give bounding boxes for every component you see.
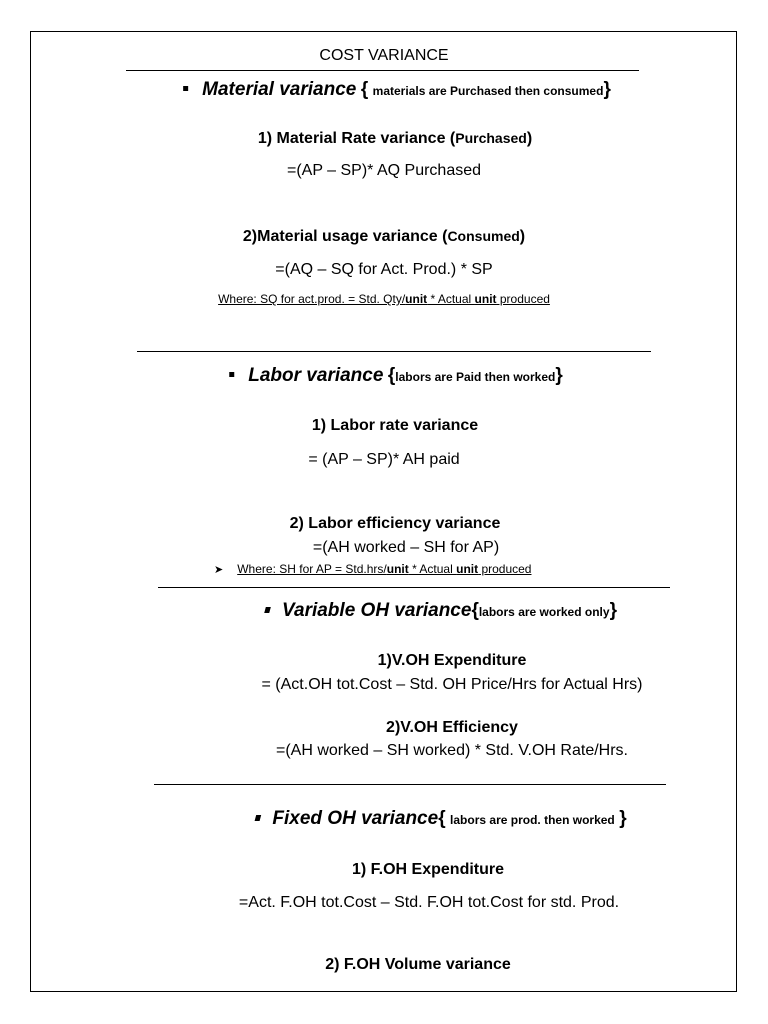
- title-divider: [126, 70, 639, 71]
- arrow-bullet-icon: ➤: [214, 564, 224, 576]
- section-divider-2: [158, 587, 670, 588]
- material-heading: Material variance: [202, 79, 357, 100]
- doc-title: COST VARIANCE: [319, 47, 449, 64]
- section-divider-3: [154, 784, 666, 785]
- voh-expenditure-title: 1)V.OH Expenditure: [377, 652, 527, 669]
- bullet-icon: [264, 607, 271, 613]
- labor-where-note: Where: SH for AP = Std.hrs/unit * Actual unit produced: [237, 562, 532, 576]
- voh-efficiency-title: 2)V.OH Efficiency: [386, 719, 518, 736]
- bullet-icon: [229, 372, 234, 377]
- material-heading-row: Material variance { materials are Purchased then consumed}: [183, 79, 611, 101]
- voh-heading: Variable OH variance: [282, 600, 472, 621]
- foh-volume-title: 2) F.OH Volume variance: [325, 956, 511, 973]
- foh-heading: Fixed OH variance: [272, 808, 439, 829]
- labor-efficiency-title: 2) Labor efficiency variance: [289, 515, 501, 532]
- bullet-icon: [183, 86, 188, 91]
- labor-efficiency-formula: =(AH worked – SH for AP): [312, 539, 500, 556]
- labor-heading-row: Labor variance {labors are Paid then worked}: [229, 365, 563, 387]
- material-rate-title-row: 1) Material Rate variance (Purchased): [257, 130, 533, 147]
- labor-heading: Labor variance: [248, 365, 384, 386]
- foh-heading-row: Fixed OH variance{ labors are prod. then worked }: [255, 808, 626, 830]
- voh-heading-row: Variable OH variance{labors are worked only}: [265, 600, 617, 622]
- material-usage-title: 2)Material usage variance: [242, 228, 438, 245]
- material-note: materials are Purchased then consumed: [372, 84, 604, 98]
- labor-where-row: [214, 560, 531, 578]
- foh-expenditure-formula: =Act. F.OH tot.Cost – Std. F.OH tot.Cost for std. Prod.: [238, 894, 620, 911]
- material-rate-formula: =(AP – SP)* AQ Purchased: [286, 162, 482, 179]
- material-usage-title-row: 2)Material usage variance (Consumed): [242, 228, 526, 245]
- foh-note: labors are prod. then worked: [450, 813, 615, 827]
- material-rate-title: 1) Material Rate variance: [257, 130, 446, 147]
- material-usage-tag: Consumed: [447, 228, 520, 244]
- voh-note: labors are worked only: [478, 605, 610, 619]
- bullet-icon: [255, 815, 262, 821]
- labor-note: labors are Paid then worked: [395, 370, 556, 384]
- material-usage-formula: =(AQ – SQ for Act. Prod.) * SP: [275, 261, 493, 278]
- material-rate-tag: Purchased: [455, 130, 527, 146]
- voh-expenditure-formula: = (Act.OH tot.Cost – Std. OH Price/Hrs for Actual Hrs): [261, 676, 643, 693]
- foh-expenditure-title: 1) F.OH Expenditure: [351, 861, 505, 878]
- labor-rate-formula: = (AP – SP)* AH paid: [308, 451, 460, 468]
- section-divider-1: [137, 351, 651, 352]
- material-where-note: Where: SQ for act.prod. = Std. Qty/unit * Actual unit produced: [218, 292, 550, 306]
- voh-efficiency-formula: =(AH worked – SH worked) * Std. V.OH Rate/Hrs.: [276, 742, 628, 759]
- labor-rate-title: 1) Labor rate variance: [311, 417, 479, 434]
